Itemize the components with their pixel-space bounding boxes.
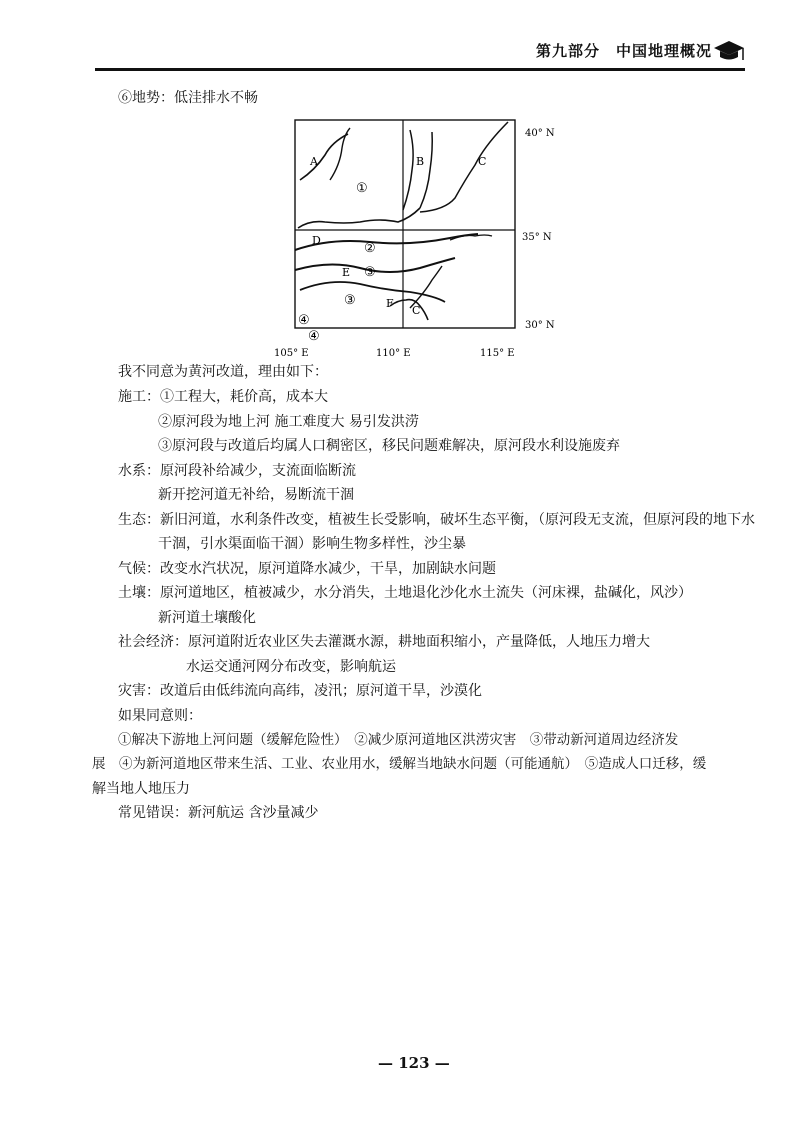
text-line: 解当地人地压力 (92, 781, 190, 797)
lat-label-35: 35° N (522, 232, 552, 243)
text-line: 常见错误：新河航运 含沙量减少 (118, 805, 319, 821)
map-region-3-b: ③ (344, 293, 356, 308)
intro-line: ⑥地势：低洼排水不畅 (118, 90, 258, 106)
map-label-B: B (416, 155, 425, 168)
header-title: 第九部分 中国地理概况 (536, 42, 713, 60)
text-line: 土壤：原河道地区，植被减少，水分消失，土地退化沙化水土流失（河床裸，盐碱化，风沙） (118, 585, 692, 601)
map-region-4-a: ④ (298, 313, 310, 328)
text-line: 展 ④为新河道地区带来生活、工业、农业用水，缓解当地缺水问题（可能通航） ⑤造成人口迁移，缓 (92, 756, 707, 772)
map-label-F: F (386, 297, 394, 310)
lon-label-110: 110° E (376, 348, 411, 359)
text-line: 如果同意则： (118, 708, 202, 724)
text-line: ③原河段与改道后均属人口稠密区，移民问题难解决，原河段水利设施废弃 (158, 438, 620, 454)
text-line: 生态：新旧河道，水利条件改变，植被生长受影响，破坏生态平衡，（原河段无支流，但原河段的地下水 (118, 512, 755, 528)
text-line: 新河道土壤酸化 (158, 610, 256, 626)
map-label-C-north: C (478, 155, 487, 168)
lat-label-40: 40° N (525, 128, 555, 139)
text-line: 水系：原河段补给减少，支流面临断流 (118, 463, 356, 479)
map-label-A: A (310, 155, 318, 168)
lon-label-105: 105° E (274, 348, 309, 359)
text-line: 社会经济：原河道附近农业区失去灌溉水源，耕地面积缩小，产量降低，人地压力增大 (118, 634, 650, 650)
text-line: 灾害：改道后由低纬流向高纬，凌汛；原河道干旱，沙漠化 (118, 683, 482, 699)
header-rule (95, 68, 745, 71)
text-line: 施工：①工程大，耗价高，成本大 (118, 389, 328, 405)
map-region-4-b: ④ (308, 329, 320, 344)
text-line: 水运交通河网分布改变，影响航运 (186, 659, 396, 675)
text-line: 我不同意为黄河改道，理由如下： (118, 364, 328, 380)
text-line: 新开挖河道无补给，易断流干涸 (158, 487, 354, 503)
map-region-2: ② (364, 241, 376, 256)
map-label-C-south: C (412, 304, 421, 317)
text-line: 干涸，引水渠面临干涸）影响生物多样性，沙尘暴 (158, 536, 466, 552)
map-region-1: ① (356, 181, 368, 196)
map-label-D: D (312, 234, 321, 247)
graduation-cap-icon (712, 38, 746, 64)
map-region-3-a: ③ (364, 265, 376, 280)
yellow-river-map (270, 110, 570, 360)
map-label-E: E (342, 266, 351, 279)
text-line: 气候：改变水汽状况，原河道降水减少，干旱，加剧缺水问题 (118, 561, 496, 577)
page-number: — 123 — (378, 1054, 450, 1072)
lat-label-30: 30° N (525, 320, 555, 331)
text-line: ①解决下游地上河问题（缓解危险性） ②减少原河道地区洪涝灾害 ③带动新河道周边经济发 (118, 732, 679, 748)
lon-label-115: 115° E (480, 348, 515, 359)
text-line: ②原河段为地上河 施工难度大 易引发洪涝 (158, 414, 419, 430)
